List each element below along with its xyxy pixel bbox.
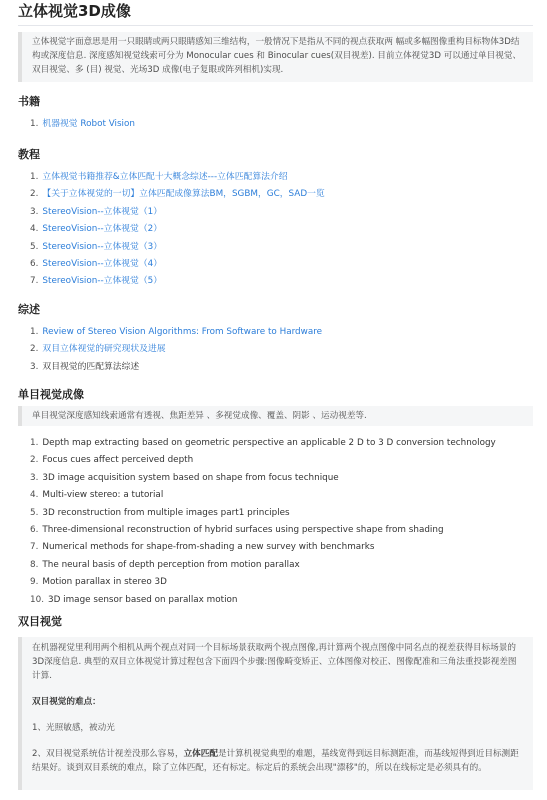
list-item-number: 4. bbox=[30, 224, 39, 235]
list-item-number: 3. bbox=[30, 361, 39, 372]
list-item-number: 3. bbox=[30, 206, 39, 217]
difficulty-item-2-bold: 立体匹配 bbox=[183, 749, 218, 759]
tutorials-list bbox=[30, 170, 533, 292]
difficulty-item-2-pre: 2、双目视觉系统估计视差没那么容易， bbox=[32, 749, 184, 759]
list-item-number: 4. bbox=[30, 490, 39, 501]
list-item-number: 2. bbox=[30, 189, 39, 200]
list-item-link[interactable]: 机器视觉 Robot Vision bbox=[42, 119, 135, 129]
list-item bbox=[30, 170, 533, 187]
list-item-number: 5. bbox=[30, 241, 39, 252]
list-item-number: 5. bbox=[30, 507, 39, 518]
list-item-link[interactable]: 【关于立体视觉的一切】立体匹配成像算法BM，SGBM，GC，SAD一览 bbox=[42, 189, 325, 200]
difficulty-item-2-post: 是计算机视觉典型的难题，基线宽得到远目标测距准，而基线短得到近目标测距结果好。谈到双目系统的难点，除了立体匹配，还有标定。标定后的系统会出现"漂移"的，所以在线标定是必须具有的。 bbox=[32, 749, 519, 773]
list-item-text: The neural basis of depth perception from motion parallax bbox=[42, 559, 300, 570]
mono-blockquote bbox=[18, 406, 533, 426]
list-item-text: 3D image acquisition system based on shape from focus technique bbox=[42, 472, 339, 483]
list-item bbox=[30, 506, 533, 523]
list-item-number: 2. bbox=[30, 455, 39, 466]
list-item-number: 6. bbox=[30, 258, 39, 269]
difficulty-heading: 双目视觉的难点： bbox=[32, 697, 101, 707]
list-item-link[interactable]: StereoVision--立体视觉（5） bbox=[42, 276, 163, 287]
list-item-number: 9. bbox=[30, 577, 39, 588]
list-item bbox=[30, 222, 533, 239]
list-item-text: Motion parallax in stereo 3D bbox=[42, 577, 167, 588]
list-item bbox=[30, 471, 533, 488]
list-item-text: Focus cues affect perceived depth bbox=[42, 455, 194, 466]
list-item bbox=[30, 325, 533, 342]
list-item-number: 7. bbox=[30, 276, 39, 287]
list-item bbox=[30, 117, 533, 134]
list-item bbox=[30, 593, 533, 610]
list-item-number: 10. bbox=[30, 594, 44, 605]
list-item-number: 7. bbox=[30, 542, 39, 553]
list-item-link[interactable]: StereoVision--立体视觉（3） bbox=[42, 241, 163, 252]
binocular-heading: 双目视觉 bbox=[18, 615, 62, 628]
binocular-blockquote bbox=[18, 637, 533, 790]
list-item bbox=[30, 342, 533, 359]
list-item bbox=[30, 453, 533, 470]
page-title: 立体视觉3D成像 bbox=[18, 2, 131, 20]
mono-heading: 单目视觉成像 bbox=[18, 388, 84, 401]
mono-quote-text: 单目视觉深度感知线索通常有透视、焦距差异 、多视觉成像、覆盖、阴影 、运动视差等. bbox=[32, 411, 367, 421]
books-heading: 书籍 bbox=[18, 95, 40, 108]
title-row bbox=[18, 0, 533, 26]
list-item-text: 3D image sensor based on parallax motion bbox=[48, 594, 238, 605]
list-item-link[interactable]: StereoVision--立体视觉（2） bbox=[42, 224, 163, 235]
list-item-link[interactable]: Review of Stereo Vision Algorithms: From Software to Hardware bbox=[42, 327, 323, 337]
list-item-number: 2. bbox=[30, 344, 39, 355]
binocular-intro-text: 在机器视觉里利用两个相机从两个视点对同一个目标场景获取两个视点图像,再计算两个视点图像中同名点的视差获得目标场景的3D深度信息. 典型的双目立体视觉计算过程包含下面四个步骤:图像畸变矫正、立体图像对校正、图像配准和三角法重投影视差图计算. bbox=[32, 643, 517, 681]
list-item bbox=[30, 240, 533, 257]
list-item-number: 8. bbox=[30, 559, 39, 570]
list-item-text: 3D reconstruction from multiple images part1 principles bbox=[42, 507, 290, 518]
list-item bbox=[30, 488, 533, 505]
list-item-link[interactable]: 双目立体视觉的研究现状及进展 bbox=[42, 344, 166, 355]
list-item-number: 3. bbox=[30, 472, 39, 483]
list-item-text: 双目视觉的匹配算法综述 bbox=[42, 361, 140, 372]
list-item-number: 1. bbox=[30, 438, 39, 448]
list-item-text: Depth map extracting based on geometric perspective an applicable 2 D to 3 D conversion technology bbox=[42, 438, 496, 448]
list-item bbox=[30, 540, 533, 557]
list-item-link[interactable]: 立体视觉书籍推荐&立体匹配十大概念综述---立体匹配算法介绍 bbox=[42, 172, 288, 182]
list-item bbox=[30, 257, 533, 274]
list-item-link[interactable]: StereoVision--立体视觉（4） bbox=[42, 258, 163, 269]
reviews-list bbox=[30, 325, 533, 377]
list-item bbox=[30, 274, 533, 291]
list-item-text: Multi-view stereo: a tutorial bbox=[42, 490, 164, 501]
list-item-number: 1. bbox=[30, 172, 39, 182]
list-item bbox=[30, 205, 533, 222]
list-item bbox=[30, 187, 533, 204]
list-item bbox=[30, 575, 533, 592]
list-item-link[interactable]: StereoVision--立体视觉（1） bbox=[42, 206, 163, 217]
mono-list bbox=[30, 436, 533, 610]
reviews-heading: 综述 bbox=[18, 303, 40, 316]
difficulty-item-2 bbox=[32, 747, 525, 775]
list-item-text: Numerical methods for shape-from-shading a new survey with benchmarks bbox=[42, 542, 375, 553]
list-item-number: 1. bbox=[30, 119, 39, 129]
list-item bbox=[30, 360, 533, 377]
list-item-number: 6. bbox=[30, 524, 39, 535]
tutorials-heading: 教程 bbox=[18, 148, 40, 161]
list-item bbox=[30, 558, 533, 575]
intro-blockquote bbox=[18, 32, 533, 82]
list-item-number: 1. bbox=[30, 327, 39, 337]
intro-text: 立体视觉字面意思是用一只眼睛或两只眼睛感知三维结构，一般情况下是指从不同的视点获取两 幅或多幅图像重构目标物体3D结构或深度信息. 深度感知视觉线索可分为 Monocular cues 和 Binocular cues(双目视差). 目前立体视觉3D 可以通过单目视觉、双目视觉、多 (目) 视觉、光场3D 成像(电子复眼或阵列相机)实现. bbox=[32, 37, 522, 75]
list-item bbox=[30, 436, 533, 453]
list-item bbox=[30, 523, 533, 540]
books-list bbox=[30, 117, 533, 134]
difficulty-item-1: 1、光照敏感，被动光 bbox=[32, 723, 115, 733]
list-item-text: Three-dimensional reconstruction of hybrid surfaces using perspective shape from shading bbox=[42, 524, 444, 535]
